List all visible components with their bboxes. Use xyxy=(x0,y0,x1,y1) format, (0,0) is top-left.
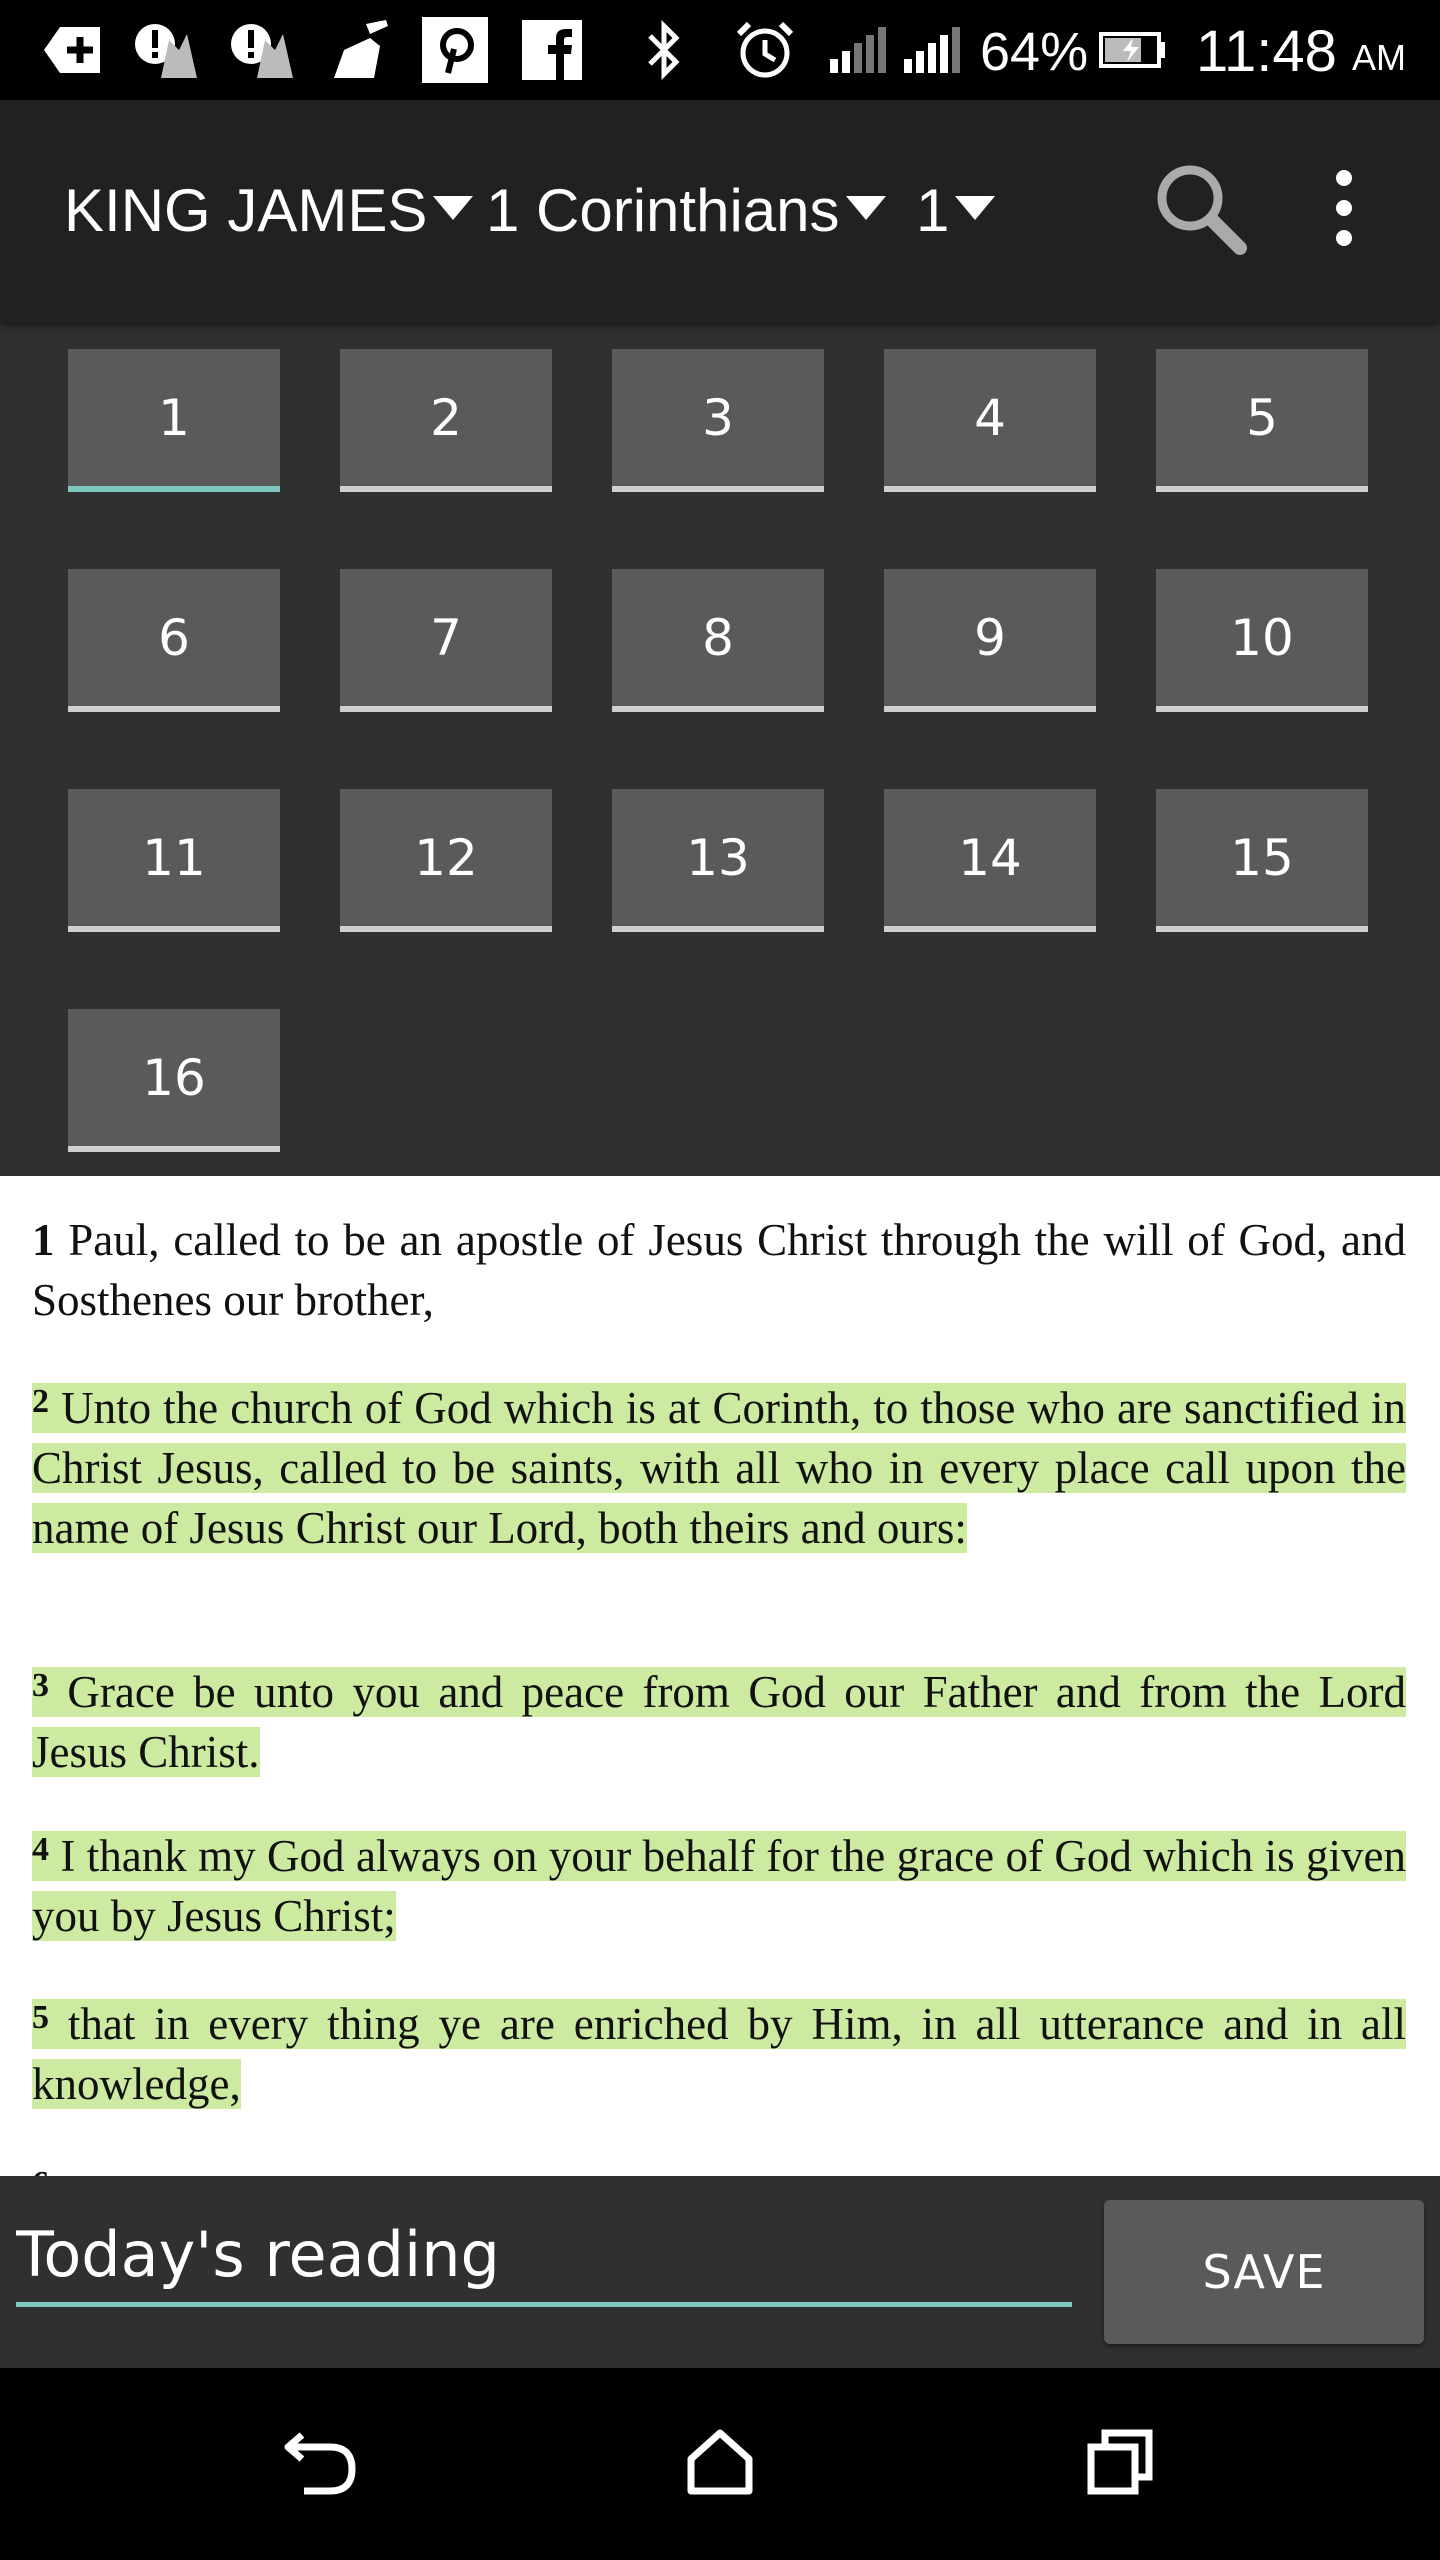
home-icon xyxy=(685,2427,755,2502)
verse-number: 1 xyxy=(32,1215,55,1265)
chapter-selector[interactable] xyxy=(916,100,995,322)
verse-3[interactable] xyxy=(32,1662,1406,1782)
overflow-menu-button[interactable] xyxy=(1284,150,1404,270)
verse-2[interactable] xyxy=(32,1378,1406,1558)
chapter-button-15[interactable]: 15 xyxy=(1156,789,1368,932)
chapter-button-14[interactable]: 14 xyxy=(884,789,1096,932)
back-button[interactable] xyxy=(270,2414,370,2514)
battery-charging-icon xyxy=(1098,18,1168,82)
save-button[interactable]: SAVE xyxy=(1104,2200,1424,2344)
status-bar xyxy=(0,0,1440,100)
chapter-button-2[interactable]: 2 xyxy=(340,349,552,492)
signal-strength-icon xyxy=(900,18,964,82)
chapter-button-8[interactable]: 8 xyxy=(612,569,824,712)
facebook-icon xyxy=(520,18,584,82)
chapter-button-12[interactable]: 12 xyxy=(340,789,552,932)
note-input[interactable] xyxy=(16,2206,1072,2307)
search-icon xyxy=(1150,158,1250,263)
add-notification-icon xyxy=(40,18,104,82)
app-bar xyxy=(0,100,1440,322)
navigation-bar xyxy=(0,2368,1440,2560)
verse-text: that in every thing ye are enriched by Him, in all utterance and in all knowledge, xyxy=(32,1999,1406,2109)
book-selector[interactable] xyxy=(486,100,886,322)
verse-number: 2 xyxy=(32,1383,49,1420)
chapter-button-1[interactable]: 1 xyxy=(68,349,280,492)
back-icon xyxy=(280,2427,360,2502)
verse-4[interactable] xyxy=(32,1826,1406,1946)
chapter-button-6[interactable]: 6 xyxy=(68,569,280,712)
alert-notification-icon xyxy=(226,18,296,82)
verse-5[interactable] xyxy=(32,1994,1406,2114)
dropdown-arrow-icon xyxy=(433,196,473,220)
chapter-button-4[interactable]: 4 xyxy=(884,349,1096,492)
note-bar xyxy=(0,2176,1440,2368)
search-button[interactable] xyxy=(1140,150,1260,270)
pinterest-icon xyxy=(420,18,490,82)
chapter-button-10[interactable]: 10 xyxy=(1156,569,1368,712)
status-time: 11:48 xyxy=(1196,19,1337,84)
bluetooth-icon xyxy=(636,18,692,82)
status-ampm: AM xyxy=(1352,37,1406,78)
signal-strength-icon xyxy=(826,18,890,82)
battery-percent: 64% xyxy=(980,22,1089,82)
translation-selector[interactable] xyxy=(64,100,473,322)
verse-text: Grace be unto you and peace from God our Father and from the Lord Jesus Christ. xyxy=(32,1667,1406,1777)
translation-label: KING JAMES xyxy=(64,177,428,244)
cleaner-broom-icon xyxy=(324,18,394,82)
chapter-grid xyxy=(0,322,1440,1176)
verse-number: 5 xyxy=(32,1999,49,2036)
verse-text: I thank my God always on your behalf for the grace of God which is given you by Jesus Christ; xyxy=(32,1831,1407,1941)
recent-apps-icon xyxy=(1085,2427,1155,2502)
chapter-button-5[interactable]: 5 xyxy=(1156,349,1368,492)
chapter-button-9[interactable]: 9 xyxy=(884,569,1096,712)
verse-text: Unto the church of God which is at Corinth, to those who are sanctified in Christ Jesus, called to be saints, with all who in every place call upon the name of Jesus Christ our Lord, both theirs and ours: xyxy=(32,1383,1406,1553)
verse-reader[interactable] xyxy=(0,1176,1440,2176)
home-button[interactable] xyxy=(670,2414,770,2514)
chapter-button-13[interactable]: 13 xyxy=(612,789,824,932)
chapter-button-11[interactable]: 11 xyxy=(68,789,280,932)
verse-1[interactable] xyxy=(32,1210,1406,1330)
alarm-clock-icon xyxy=(730,18,800,82)
chapter-label: 1 xyxy=(916,177,950,244)
dropdown-arrow-icon xyxy=(955,196,995,220)
more-vert-icon xyxy=(1329,168,1359,253)
alert-notification-icon xyxy=(130,18,200,82)
verse-number: 3 xyxy=(32,1667,49,1704)
verse-number: 4 xyxy=(32,1831,49,1868)
chapter-button-7[interactable]: 7 xyxy=(340,569,552,712)
book-label: 1 Corinthians xyxy=(486,177,840,244)
chapter-button-16[interactable]: 16 xyxy=(68,1009,280,1152)
dropdown-arrow-icon xyxy=(846,196,886,220)
recent-apps-button[interactable] xyxy=(1070,2414,1170,2514)
verse-text: Paul, called to be an apostle of Jesus Christ through the will of God, and Sosthenes our brother, xyxy=(32,1215,1406,1325)
chapter-button-3[interactable]: 3 xyxy=(612,349,824,492)
